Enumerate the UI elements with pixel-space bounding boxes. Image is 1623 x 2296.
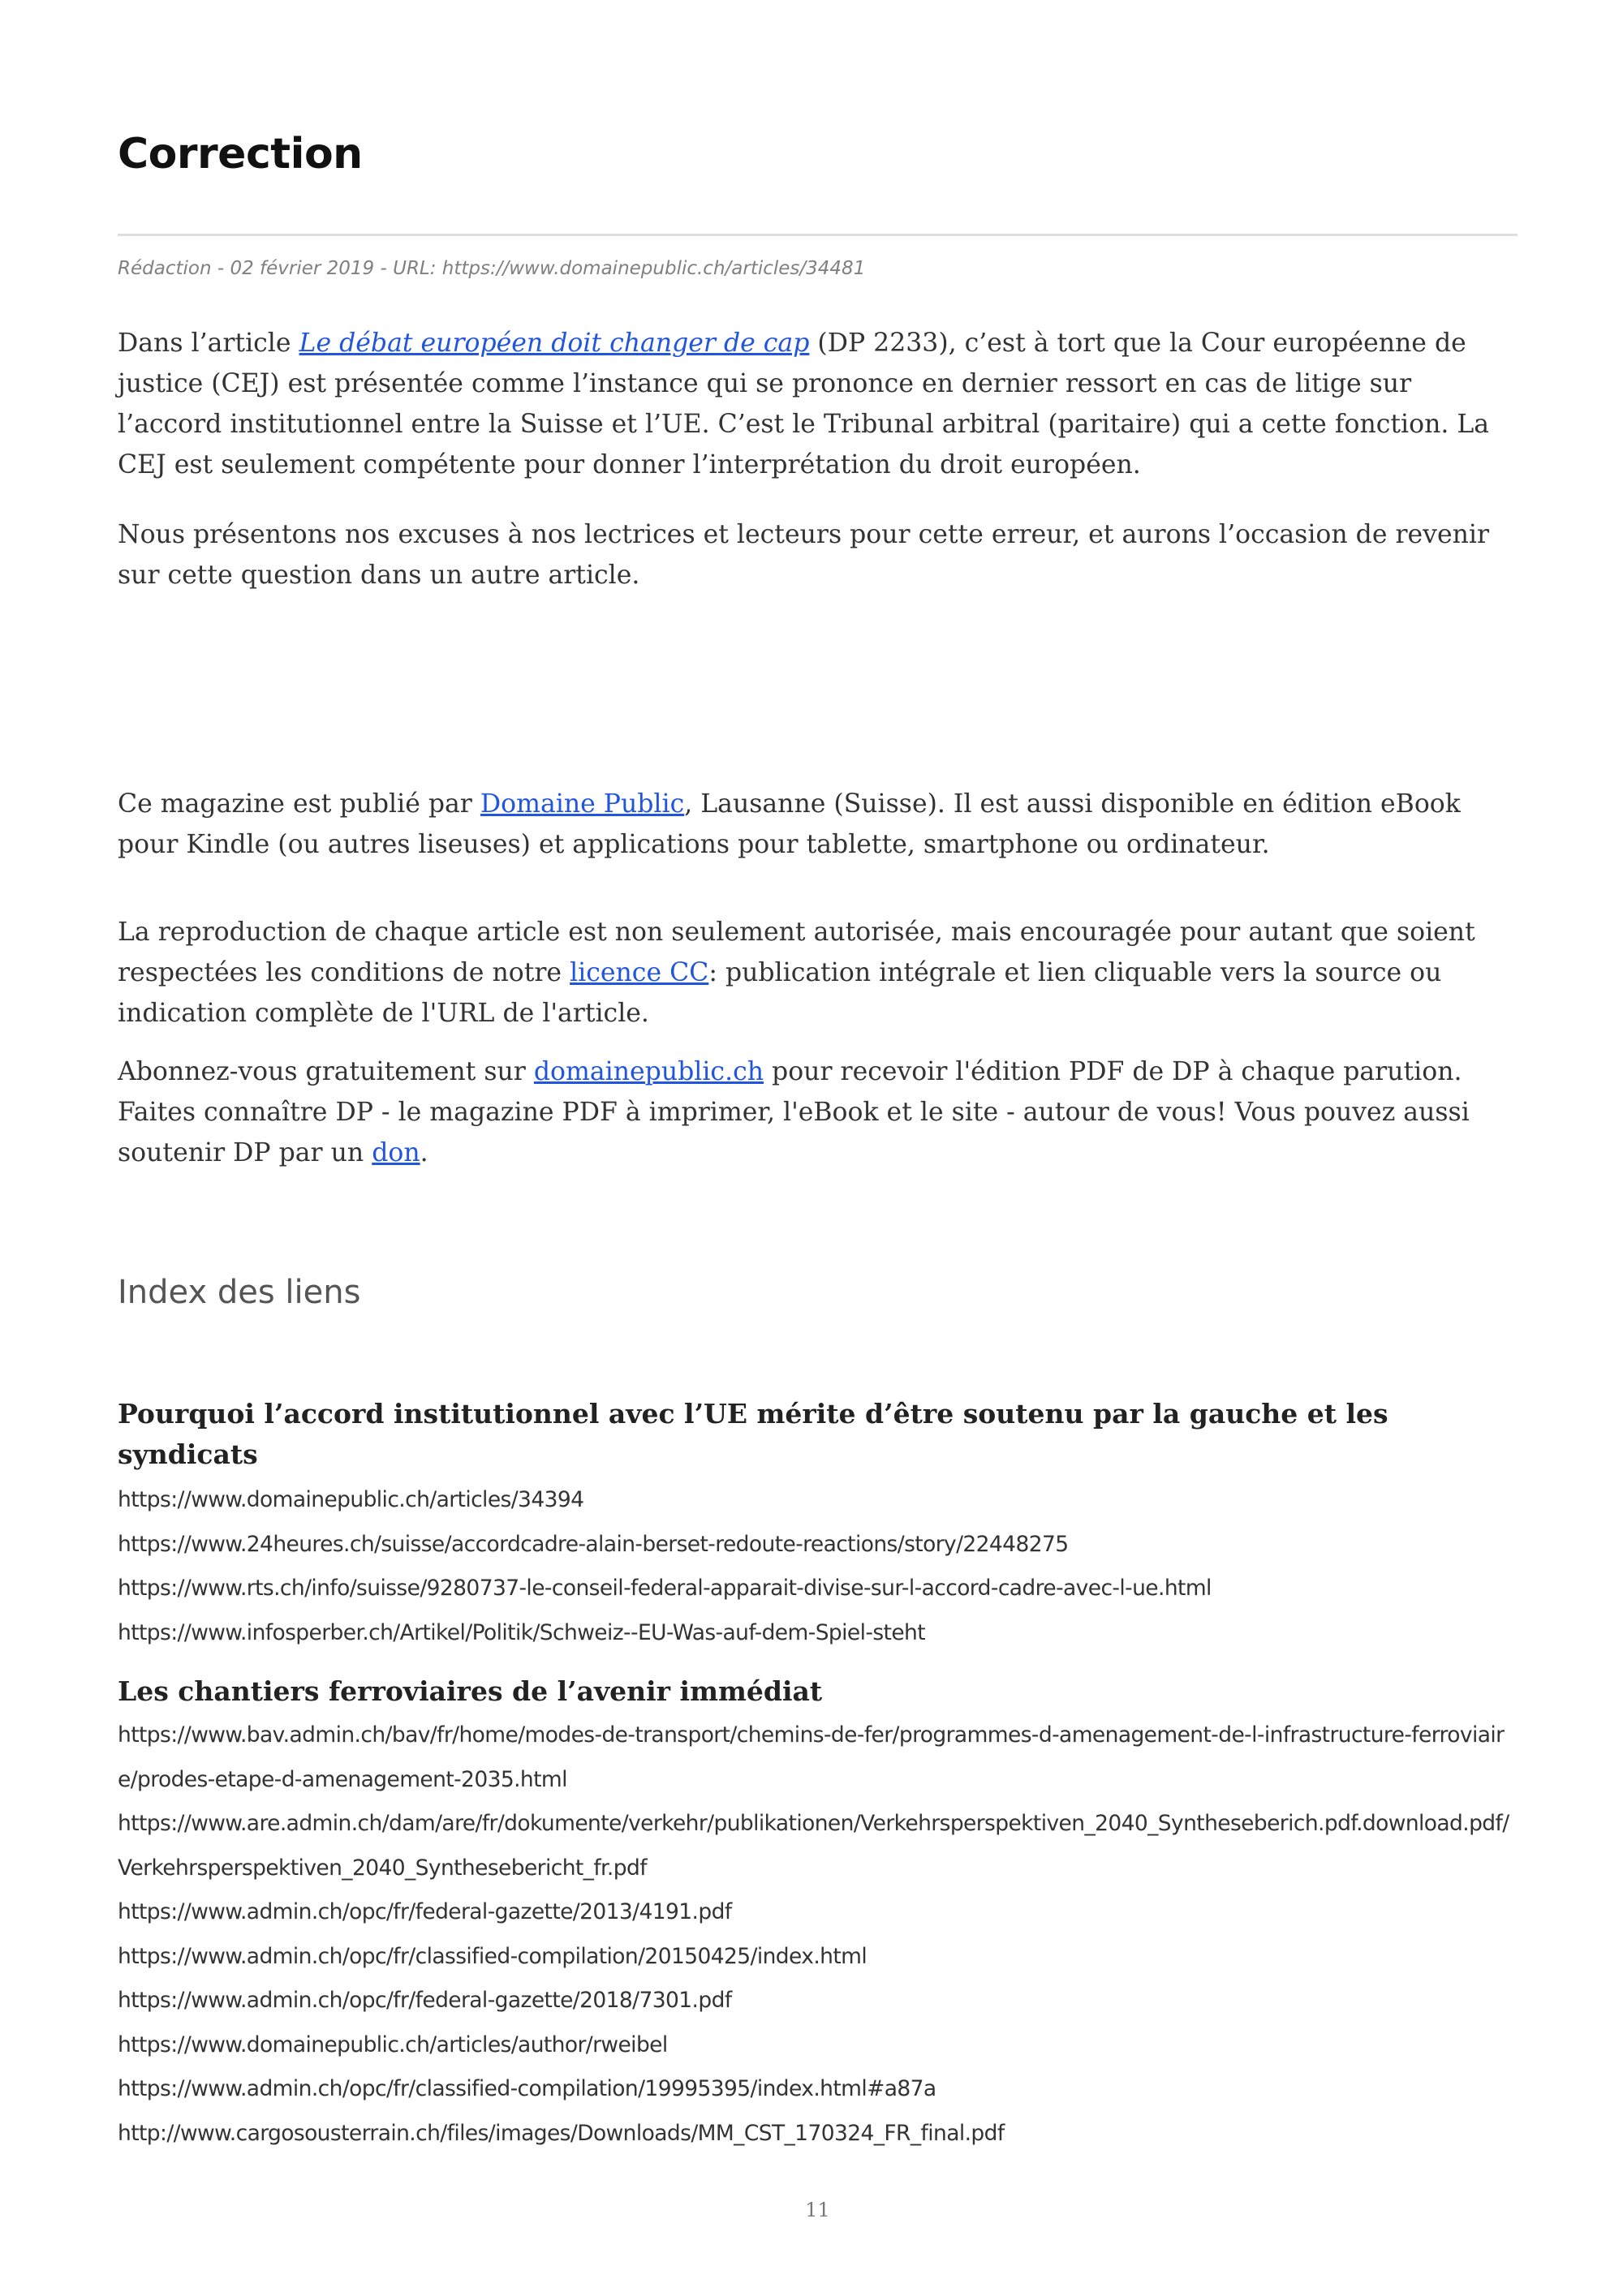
url-item[interactable]: https://www.admin.ch/opc/fr/classified-compilation/20150425/index.html [118, 1943, 867, 1969]
don-link[interactable]: don [372, 1138, 420, 1167]
article-paragraph-2: Nous présentons nos excuses à nos lectrices et lecteurs pour cette erreur, et aurons l’occasion de revenir sur cette question dans un autre article. [118, 520, 1490, 590]
url-item[interactable]: https://www.24heures.ch/suisse/accordcadre-alain-berset-redoute-reactions/story/22448275 [118, 1531, 1069, 1557]
article-title: Correction [118, 130, 363, 178]
licence-cc-link[interactable]: licence CC [570, 958, 709, 987]
info-paragraph-subscribe: Abonnez-vous gratuitement sur domainepublic.ch pour recevoir l'édition PDF de DP à chaque parution. Faites connaître DP - le magazine PDF à imprimer, l'eBook et le site - autour de vous! Vous pouvez aussi soutenir DP par un don. [118, 1057, 1470, 1167]
link-group-url-list [118, 1478, 1518, 1655]
article-meta: Rédaction - 02 février 2019 - URL: https://www.domainepublic.ch/articles/34481 [118, 258, 866, 279]
url-item[interactable]: https://www.admin.ch/opc/fr/federal-gazette/2013/4191.pdf [118, 1899, 732, 1924]
url-item[interactable]: https://www.domainepublic.ch/articles/34394 [118, 1487, 584, 1512]
title-divider [118, 234, 1518, 236]
link-group-heading: Les chantiers ferroviaires de l’avenir immédiat [118, 1675, 823, 1707]
link-index-title: Index des liens [118, 1274, 361, 1311]
url-item[interactable]: https://www.infosperber.ch/Artikel/Politik/Schweiz--EU-Was-auf-dem-Spiel-steht [118, 1619, 926, 1645]
url-item[interactable]: https://www.admin.ch/opc/fr/classified-compilation/19995395/index.html#a87a [118, 2076, 936, 2101]
url-item[interactable]: https://www.bav.admin.ch/bav/fr/home/modes-de-transport/chemins-de-fer/programmes-d-amenagement-de-l-infrastructure-ferroviaire/prodes-etape-d-amenagement-2035.html [118, 1722, 1505, 1792]
page-number: 11 [805, 2199, 830, 2221]
info-paragraph-publisher: Ce magazine est publié par Domaine Public, Lausanne (Suisse). Il est aussi disponible en édition eBook pour Kindle (ou autres liseuses) et applications pour tablette, smartphone ou ordinateur. [118, 789, 1461, 859]
url-item[interactable]: http://www.cargosousterrain.ch/files/images/Downloads/MM_CST_170324_FR_final.pdf [118, 2120, 1005, 2146]
url-item[interactable]: https://www.domainepublic.ch/articles/author/rweibel [118, 2032, 668, 2057]
link-group-url-list [118, 1713, 1518, 2156]
url-item[interactable]: https://www.rts.ch/info/suisse/9280737-le-conseil-federal-apparait-divise-sur-l-accord-cadre-avec-l-ue.html [118, 1576, 1212, 1601]
info-paragraph-license: La reproduction de chaque article est non seulement autorisée, mais encouragée pour autant que soient respectées les conditions de notre licence CC: publication intégrale et lien cliquable vers la source ou indication complète de l'URL de l'article. [118, 918, 1475, 1028]
article-paragraph-1: Dans l’article Le débat européen doit changer de cap (DP 2233), c’est à tort que la Cour européenne de justice (CEJ) est présentée comme l’instance qui se prononce en dernier ressort en cas de litige sur l’accord institutionnel entre la Suisse et l’UE. C’est le Tribunal arbitral (paritaire) qui a cette fonction. La CEJ est seulement compétente pour donner l’interprétation du droit européen. [118, 329, 1490, 479]
domainepublic-link[interactable]: domainepublic.ch [533, 1057, 764, 1086]
url-item[interactable]: https://www.are.admin.ch/dam/are/fr/dokumente/verkehr/publikationen/Verkehrsperspektiven_2040_Syntheseberich.pdf.download.pdf/Verkehrsperspektiven_2040_Synthesebericht_fr.pdf [118, 1811, 1509, 1881]
link-group-heading: Pourquoi l’accord institutionnel avec l’UE mérite d’être soutenu par la gauche et les syndicats [118, 1398, 1388, 1470]
url-item[interactable]: https://www.admin.ch/opc/fr/federal-gazette/2018/7301.pdf [118, 1988, 732, 2013]
domaine-public-link[interactable]: Domaine Public [480, 789, 685, 819]
article-link-debat-europeen[interactable]: Le débat européen doit changer de cap [299, 329, 810, 358]
